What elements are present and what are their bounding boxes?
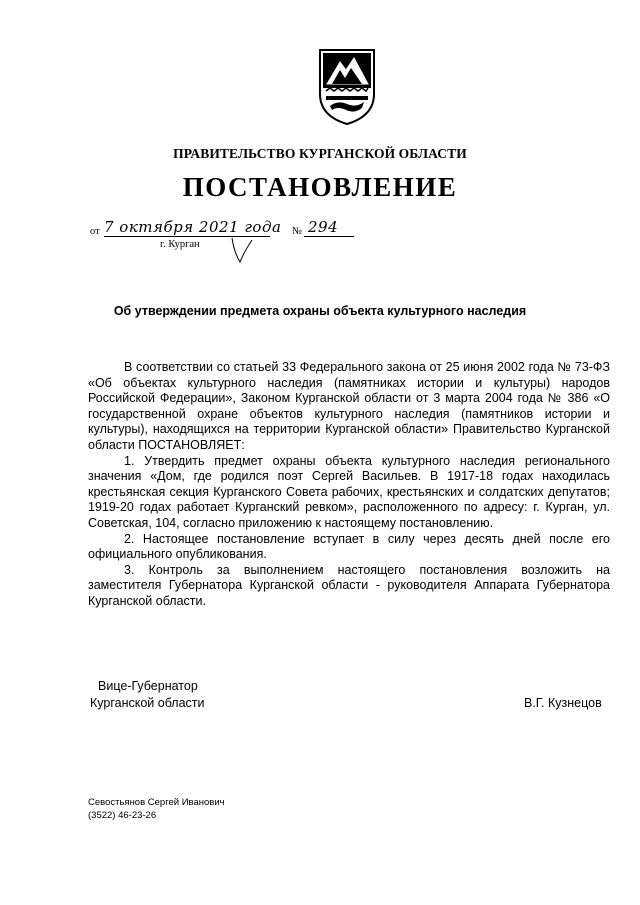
document-body xyxy=(88,360,610,610)
document-subject: Об утверждении предмета охраны объекта культурного наследия xyxy=(113,304,527,318)
signature-position xyxy=(90,678,205,713)
executor-name: Севостьянов Сергей Иванович xyxy=(88,797,225,808)
signatory-name: В.Г. Кузнецов xyxy=(524,696,602,710)
position-line-2: Курганской области xyxy=(90,696,205,711)
coat-of-arms-icon xyxy=(318,48,376,126)
handwritten-stroke-icon xyxy=(226,236,256,266)
position-line-1: Вице-Губернатор xyxy=(98,679,198,693)
number-prefix: № xyxy=(292,226,303,237)
document-type: ПОСТАНОВЛЕНИЕ xyxy=(182,172,458,202)
date-prefix: от xyxy=(90,226,100,237)
date-handwritten: 7 октября 2021 года xyxy=(104,218,282,236)
preamble-paragraph: В соответствии со статьей 33 Федерального закона от 25 июня 2002 года № 73-ФЗ «Об объектах культурного наследия (памятниках истории и культуры) народов Российской Федерации», Законом Курганской области от 3 марта 2004 года № 386 «О государственной охране объектов культурного наследия (памятников истории и культуры), находящихся на территории Курганской области» Правительство Курганской области ПОСТАНОВЛЯЕТ: xyxy=(88,360,610,452)
item-1-paragraph: 1. Утвердить предмет охраны объекта культурного наследия регионального значения «Дом, где родился поэт Сергей Васильев. В 1917-18 годах находилась крестьянская секция Курганского Совета рабочих, крестьянских и солдатских депутатов; 1919-20 годах работает Курганский ревком», расположенного по адресу: г. Курган, ул. Советская, 104, согласно приложению к настоящему постановлению. xyxy=(88,453,610,530)
executor-info xyxy=(88,796,225,822)
government-name: ПРАВИТЕЛЬСТВО КУРГАНСКОЙ ОБЛАСТИ xyxy=(173,146,467,161)
number-underline xyxy=(304,236,354,237)
item-2-paragraph: 2. Настоящее постановление вступает в силу через десять дней после его официального опубликования. xyxy=(88,531,610,562)
item-3-paragraph: 3. Контроль за выполнением настоящего постановления возложить на заместителя Губернатора Курганской области - руководителя Аппарата Губернатора Курганской области. xyxy=(88,562,610,608)
city: г. Курган xyxy=(160,239,200,250)
number-handwritten: 294 xyxy=(308,218,339,236)
executor-phone: (3522) 46-23-26 xyxy=(88,810,157,821)
